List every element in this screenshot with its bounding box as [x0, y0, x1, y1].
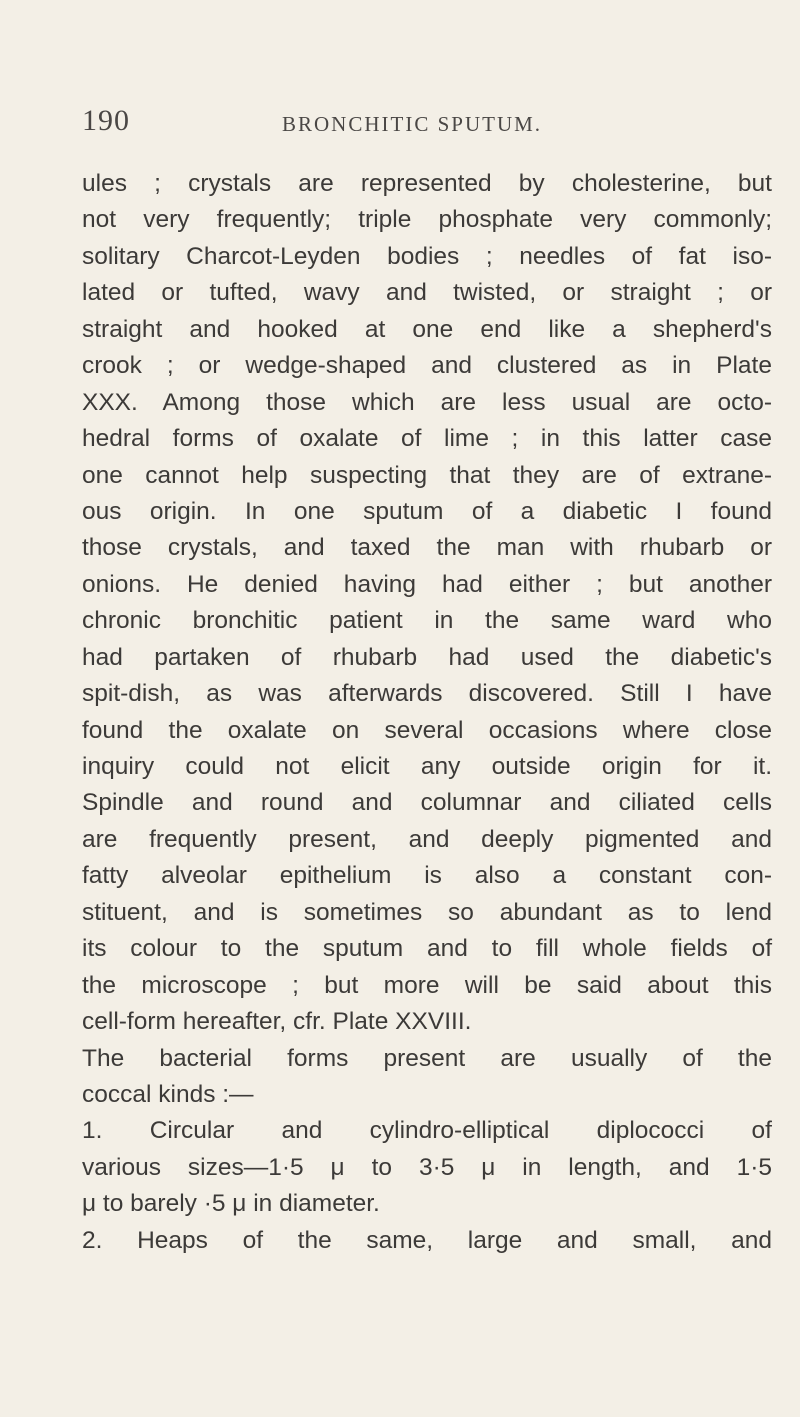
text-line: had partaken of rhubarb had used the diabetic's [82, 643, 772, 671]
text-line: spit-dish, as was afterwards discovered. Still I have [82, 680, 772, 708]
text-line: 2. Heaps of the same, large and small, and [82, 1226, 772, 1254]
text-line: coccal kinds :— [82, 1080, 254, 1108]
text-line: straight and hooked at one end like a shepherd's [82, 315, 772, 343]
text-line: chronic bronchitic patient in the same ward who [82, 607, 772, 635]
text-line: its colour to the sputum and to fill whole fields of [82, 935, 772, 963]
text-line: μ to barely ·5 μ in diameter. [82, 1190, 380, 1218]
running-title: BRONCHITIC SPUTUM. [282, 112, 543, 136]
text-line: stituent, and is sometimes so abundant as to lend [82, 898, 772, 926]
text-line: 1. Circular and cylindro-elliptical diplococci of [82, 1117, 772, 1145]
text-line: are frequently present, and deeply pigmented and [82, 825, 772, 853]
running-head [82, 104, 772, 140]
text-line: crook ; or wedge-shaped and clustered as in Plate [82, 352, 772, 380]
text-line: The bacterial forms present are usually of the [82, 1044, 772, 1072]
text-line: Spindle and round and columnar and ciliated cells [82, 789, 772, 817]
text-line: solitary Charcot-Leyden bodies ; needles of fat iso- [82, 242, 772, 270]
text-line: various sizes—1·5 μ to 3·5 μ in length, and 1·5 [82, 1153, 772, 1181]
text-line: onions. He denied having had either ; but another [82, 570, 772, 598]
text-line: one cannot help suspecting that they are of extrane- [82, 461, 772, 489]
body-text [82, 166, 772, 1259]
text-line: those crystals, and taxed the man with rhubarb or [82, 534, 772, 562]
text-line: fatty alveolar epithelium is also a constant con- [82, 862, 772, 890]
text-line: ules ; crystals are represented by cholesterine, but [82, 170, 772, 197]
text-line: hedral forms of oxalate of lime ; in this latter case [82, 425, 772, 453]
text-line: cell-form hereafter, cfr. Plate XXVIII. [82, 1008, 472, 1036]
page-number: 190 [82, 104, 130, 137]
text-line: the microscope ; but more will be said about this [82, 971, 772, 999]
text-line: ous origin. In one sputum of a diabetic I found [82, 497, 772, 525]
text-line: inquiry could not elicit any outside origin for it. [82, 753, 772, 780]
text-line: not very frequently; triple phosphate very commonly; [82, 206, 772, 234]
text-line: found the oxalate on several occasions where close [82, 716, 772, 744]
text-line: XXX. Among those which are less usual are octo- [82, 388, 772, 416]
text-line: lated or tufted, wavy and twisted, or straight ; or [82, 279, 772, 307]
